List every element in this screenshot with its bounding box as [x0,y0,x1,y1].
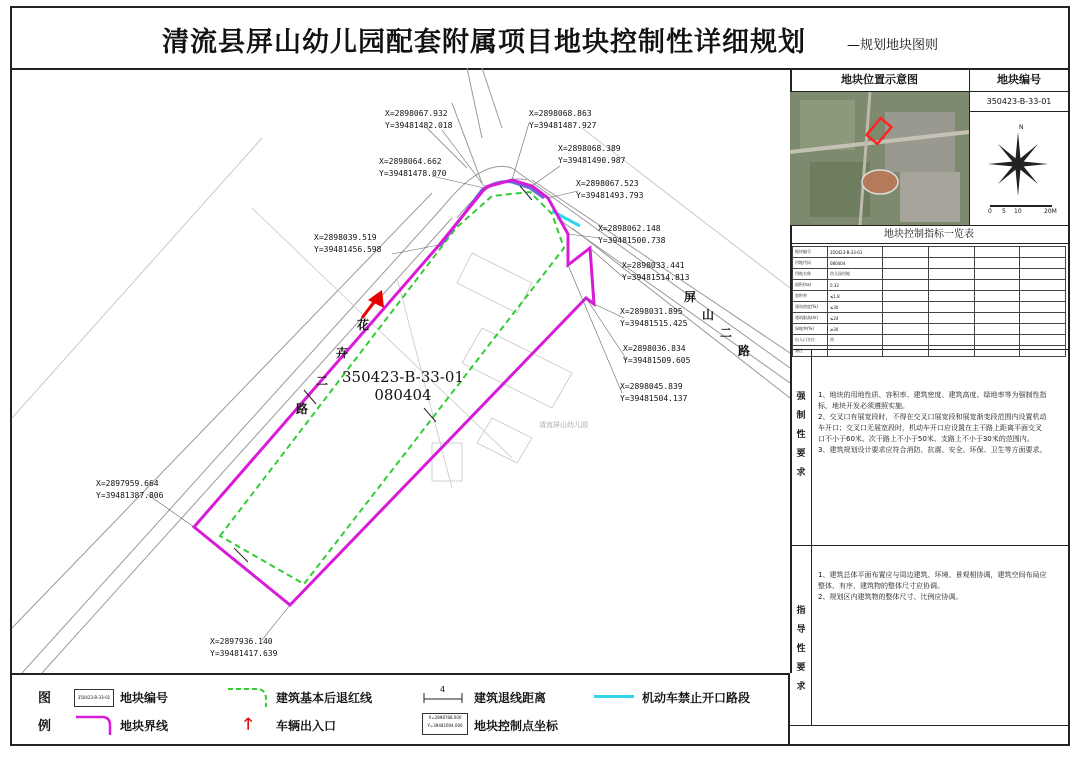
parcel-code-label [342,368,464,404]
indicator-empty-cell [883,269,929,280]
indicator-value: ≤1.8 [828,291,883,302]
indicator-empty-cell [883,313,929,324]
road-left-char: 路 [296,402,309,416]
indicator-value: 0.32 [828,280,883,291]
indicator-empty-cell [883,291,929,302]
indicator-empty-cell [883,335,929,346]
indicator-empty-cell [883,280,929,291]
page-title: 清流县屏山幼儿园配套附属项目地块控制性详细规划 [162,27,806,58]
legend-no-opening: 机动车禁止开口路段 [642,691,751,705]
indicator-empty-cell [928,291,974,302]
indicator-empty-cell [974,291,1020,302]
title-row [12,8,1068,70]
mandatory-cell [790,350,1068,546]
indicator-empty-cell [1020,324,1066,335]
guidance-text: 1、建筑总体平面布置应与周边建筑、环境、景观相协调，建筑空间布局应 整体、有序，建筑物的整体尺寸应协调。 2、规划区内建筑物的整体尺寸、比例应协调。 [818,571,1047,601]
indicator-table [792,246,1066,357]
scale-label: 5 [1002,208,1006,215]
guidance-cell [790,546,1068,726]
indicator-label: 绿地率(%) [793,324,828,335]
parcel-code: 350423-B-33-01 [342,368,464,386]
coord-label: X=2898036.834 Y=39481509.605 [623,344,691,365]
indicator-label: 建筑密度(%) [793,302,828,313]
scale-label: 0 [988,208,992,215]
page-subtitle: —规划地块图则 [847,38,939,53]
guidance-label: 指 导 性 要 求 [796,606,806,692]
indicator-row [793,302,1066,313]
indicator-label: 建筑限高(m) [793,313,828,324]
coord-label: X=2898067.932 Y=39481482.018 [385,109,453,130]
indicator-empty-cell [928,280,974,291]
road-right-char: 屏 [684,290,697,304]
road-left-char: 卉 [336,346,349,360]
indicator-empty-cell [928,313,974,324]
indicator-table-cell [790,244,1068,353]
indicator-empty-cell [974,302,1020,313]
indicator-value: ≤30 [828,302,883,313]
indicator-empty-cell [1020,335,1066,346]
coord-label: X=2898064.662 Y=39481478.070 [379,157,447,178]
indicator-empty-cell [883,247,929,258]
indicator-label: 用地名称 [793,269,828,280]
code-value: 350423-B-33-01 [970,92,1068,112]
coord-label: X=2898068.389 Y=39481490.987 [558,144,626,165]
indicator-empty-cell [974,258,1020,269]
location-header: 地块位置示意图 [790,68,970,92]
legend-coord-sample: X=2898788.000 Y=39481694.000 [422,713,468,735]
legend-setback-distance: 建筑退线距离 [474,691,547,705]
indicator-empty-cell [974,247,1020,258]
indicator-empty-cell [928,258,974,269]
indicator-value: 080404 [828,258,883,269]
indicator-empty-cell [883,258,929,269]
indicator-value: 350423-B-33-01 [828,247,883,258]
indicator-empty-cell [974,280,1020,291]
indicator-empty-cell [1020,269,1066,280]
indicator-label: 面积(ha) [793,280,828,291]
indicator-empty-cell [1020,258,1066,269]
coord-label: X=2898031.895 Y=39481515.425 [620,307,688,328]
indicator-value: ≥30 [828,324,883,335]
location-map-cell [790,92,970,226]
coord-label: X=2898067.523 Y=39481493.793 [576,179,644,200]
legend-setback-icon [226,685,270,707]
indicator-label: 用地代码 [793,258,828,269]
legend-arrow-icon: 🡑 [244,714,253,733]
indicator-empty-cell [1020,247,1066,258]
coord-label: X=2898062.148 Y=39481500.738 [598,224,666,245]
road-left-char: 二 [316,374,329,388]
indicator-empty-cell [974,324,1020,335]
indicator-empty-cell [883,324,929,335]
legend-parcel-code: 地块编号 [120,691,169,705]
indicator-row [793,258,1066,269]
indicator-row [793,247,1066,258]
indicator-empty-cell [1020,280,1066,291]
side-panel [790,68,1068,746]
indicator-label: 容积率 [793,291,828,302]
road-right-char: 二 [720,326,733,340]
road-left-char: 花 [357,318,370,332]
code-header: 地块编号 [970,68,1068,92]
indicator-label: 地块编号 [793,247,828,258]
indicator-row [793,291,1066,302]
indicator-empty-cell [1020,291,1066,302]
indicator-value: 幼儿园用地 [828,269,883,280]
coord-label: X=2898039.519 Y=39481456.598 [314,233,382,254]
indicator-empty-cell [1020,313,1066,324]
coord-label: X=2898033.441 Y=39481514.813 [622,261,690,282]
coord-label: X=2898045.839 Y=39481504.137 [620,382,688,403]
indicator-row [793,280,1066,291]
indicator-value: 西 [828,335,883,346]
legend-control-point: 地块控制点坐标 [474,719,559,733]
legend [12,673,790,746]
legend-setback-line: 建筑基本后退红线 [276,691,373,705]
road-right-char: 路 [738,344,751,358]
indicator-empty-cell [883,302,929,313]
indicator-row [793,269,1066,280]
legend-boundary-icon [74,713,114,735]
indicator-empty-cell [1020,302,1066,313]
indicator-empty-cell [928,324,974,335]
road-right-char: 山 [702,308,715,322]
legend-title: 图 [38,691,52,706]
drawing-frame [10,6,1070,746]
legend-parcel-boundary: 地块界线 [120,719,169,733]
indicator-header: 地块控制指标一览表 [790,226,1068,244]
indicator-empty-cell [974,313,1020,324]
indicator-value: ≤24 [828,313,883,324]
legend-vehicle-entrance: 车辆出入口 [276,719,337,733]
indicator-label: 备注 [793,346,828,357]
scale-label: 10 [1014,208,1022,215]
mandatory-label: 强 制 性 要 求 [796,392,806,478]
indicator-row [793,324,1066,335]
legend-title: 例 [38,719,52,734]
indicator-empty-cell [928,269,974,280]
plan-map[interactable] [12,68,792,673]
indicator-row [793,313,1066,324]
indicator-empty-cell [974,335,1020,346]
legend-no-opening-icon [594,695,634,698]
scale-label: 20M [1044,208,1057,215]
legend-code-sample: 350423-B-33-01 [74,689,114,707]
north-label: N [1019,124,1024,131]
mandatory-text: 1、地块的用地性质、容积率、建筑密度、建筑高度、绿地率等为强制性指 标，地块开发必须遵照实施。 2、交叉口有展宽段时，不得在交叉口展宽段和展宽渐变段范围内设置机动 车开口；交叉口无展宽段时，机动车开口应设置在主干路上距离平面交叉 口不小于60米、次干路上不小于50米、支路上不小于30米的范围内。 3、建筑规划设计要求应符合消防、抗震、安全、环保、卫生等方面要求。 [818,391,1047,454]
indicator-empty-cell [928,247,974,258]
coord-label: X=2898068.863 Y=39481487.927 [529,109,597,130]
indicator-empty-cell [928,302,974,313]
indicator-label: 出入口方位 [793,335,828,346]
legend-dim-value: 4 [440,685,446,694]
coord-label: X=2897959.664 Y=39481387.806 [96,479,164,500]
coord-label: X=2897936.140 Y=39481417.639 [210,637,278,658]
indicator-row [793,335,1066,346]
land-use-code: 080404 [374,386,432,404]
indicator-empty-cell [928,335,974,346]
indicator-empty-cell [974,269,1020,280]
faint-school-label: 清流屏山幼儿园 [539,421,588,429]
aerial-image [790,92,969,225]
compass-cell [970,112,1068,226]
